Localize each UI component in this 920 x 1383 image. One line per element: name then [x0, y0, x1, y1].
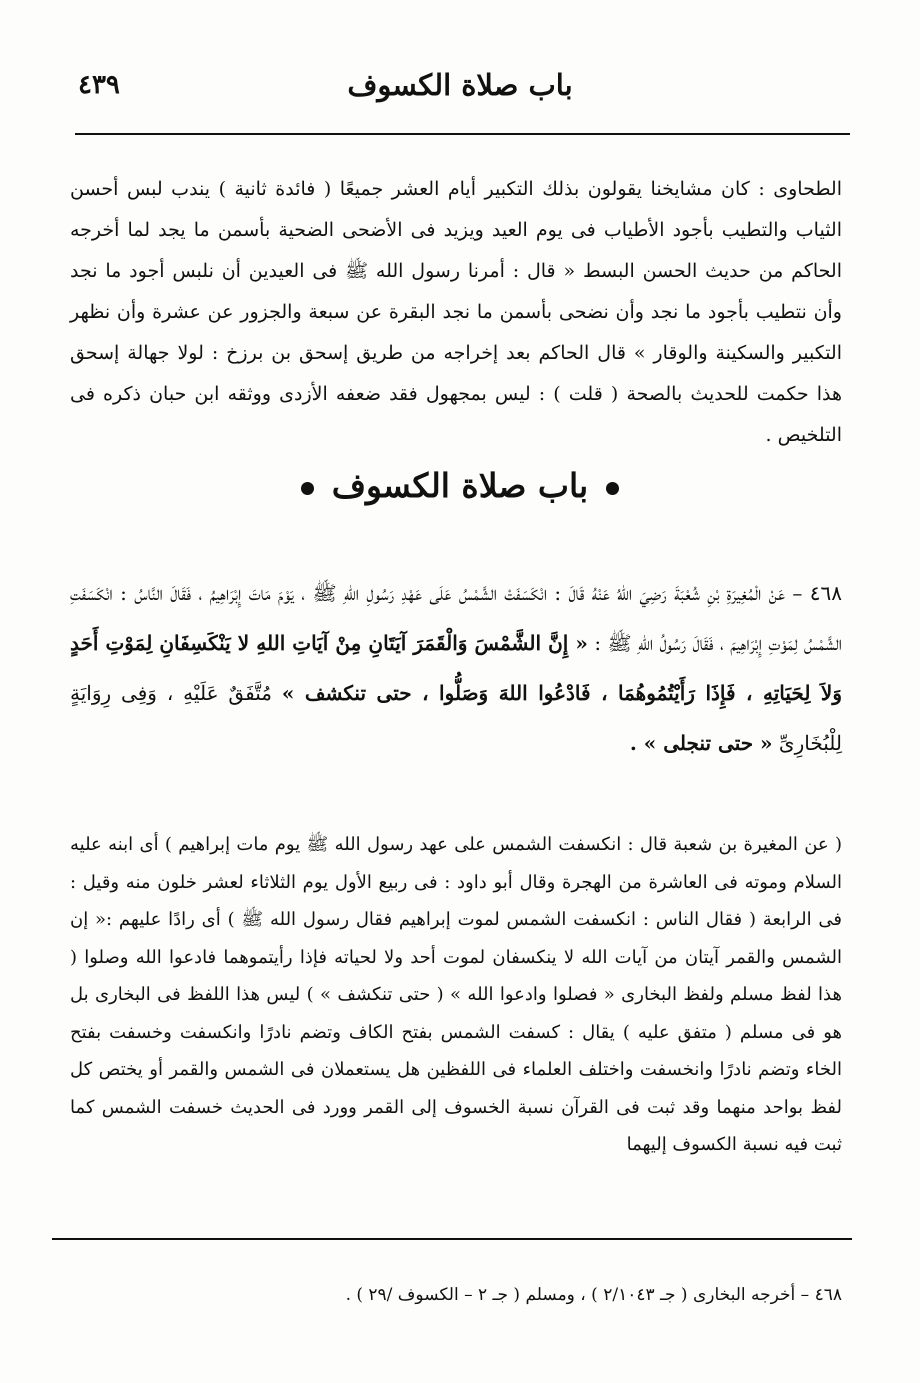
hadith-attribution: مُتَّفَقٌ عَلَيْهِ ، وَفِى رِوَايَةٍ لِلْبُخَارِىِّ: [70, 681, 842, 755]
hadith-intro: عَنْ الْمُغِيرَةِ بْنِ شُعْبَةَ رَضِيَ اللهُ عَنْهُ قَالَ : انْكَسَفَتْ الشَّمْسُ عَلَى عَهْدِ رَسُولِ اللهِ ﷺ ، يَوْمَ مَاتَ إِبْرَاهِيمُ ، فَقَالَ النَّاسُ : انْكَسَفَتِ الشَّمْسُ لِمَوْتِ إِبْرَاهِيمَ ، فَقَالَ رَسُولُ اللهِ ﷺ :: [70, 581, 842, 655]
header-rule: [75, 133, 850, 135]
page-number: ٤٣٩: [78, 70, 120, 100]
intro-paragraph: الطحاوى : كان مشايخنا يقولون بذلك التكبير أيام العشر جميعًا ( فائدة ثانية ) يندب لبس أحسن الثياب والتطيب بأجود الأطياب فى يوم العيد ويزيد فى الأضحى الضحية بأسمن ما يجد لما أخرجه الحاكم من حديث الحسن البسط « قال : أمرنا رسول الله ﷺ فى العيدين أن نلبس أجود ما نجد وأن نتطيب بأجود ما نجد وأن نضحى بأسمن ما نجد البقرة عن سبعة والجزور عن عشرة وأن نظهر التكبير والسكينة والوقار » قال الحاكم بعد إخراجه من طريق إسحق بن برزخ : لولا جهالة إسحق هذا حكمت للحديث بالصحة ( قلت ) : ليس بمجهول فقد ضعفه الأزدى ووثقه ابن حبان ذكره فى التلخيص .: [70, 178, 842, 446]
hadith-text: [70, 568, 842, 768]
commentary-paragraph: ( عن المغيرة بن شعبة قال : انكسفت الشمس على عهد رسول الله ﷺ يوم مات إبراهيم ) أى ابنه عليه السلام وموته فى العاشرة من الهجرة وقال أبو داود : فى ربيع الأول يوم الثلاثاء لعشر خلون منه وقيل : فى الرابعة ( فقال الناس : انكسفت الشمس لموت إبراهيم فقال رسول الله ﷺ ) أى رادًا عليهم :« إن الشمس والقمر آيتان من آيات الله لا ينكسفان لموت أحد ولا لحياته فإذا رأيتموهما فادعوا الله وصلوا ( هذا لفظ مسلم ولفظ البخارى « فصلوا وادعوا الله » ( حتى تنكشف » ) ليس هذا اللفظ فى البخارى بل هو فى مسلم ( متفق عليه ) يقال : كسفت الشمس بفتح الكاف وتضم نادرًا وانكسفت وخسفت بفتح الخاء وتضم نادرًا وانخسفت واختلف العلماء فى اللفظين هل يستعملان فى الشمس والقمر أو يختص كل لفظ بواحد منهما وقد ثبت فى القرآن نسبة الخسوف إلى القمر وورد فى الحديث خسفت الشمس كما ثبت فيه نسبة الكسوف إليهما: [70, 834, 842, 1155]
bullet-icon: [606, 482, 619, 495]
chapter-heading: [0, 466, 920, 505]
hadith-quote: « إِنَّ الشَّمْسَ وَالْقَمَرَ آيَتَانِ مِنْ آيَاتِ اللهِ لا يَنْكَسِفَانِ لِمَوْتِ أَحَدٍ وَلاَ لِحَيَاتِهِ ، فَإِذَا رَأَيْتُمُوهُمَا ، فَادْعُوا اللهَ وَصَلُّوا ، حتى تنكشف »: [70, 631, 842, 705]
hadith-variant: « حتى تنجلى » .: [629, 731, 773, 755]
page-header-title: باب صلاة الكسوف: [347, 68, 573, 102]
hadith-number: ٤٦٨ –: [792, 581, 842, 605]
chapter-heading-text: باب صلاة الكسوف: [331, 466, 589, 505]
bullet-icon: [301, 482, 314, 495]
footnote-rule: [52, 1238, 852, 1240]
footnote: ٤٦٨ – أخرجه البخارى ( جـ ٢/١٠٤٣ ) ، ومسلم ( جـ ٢ – الكسوف /٢٩ ) .: [345, 1285, 842, 1305]
